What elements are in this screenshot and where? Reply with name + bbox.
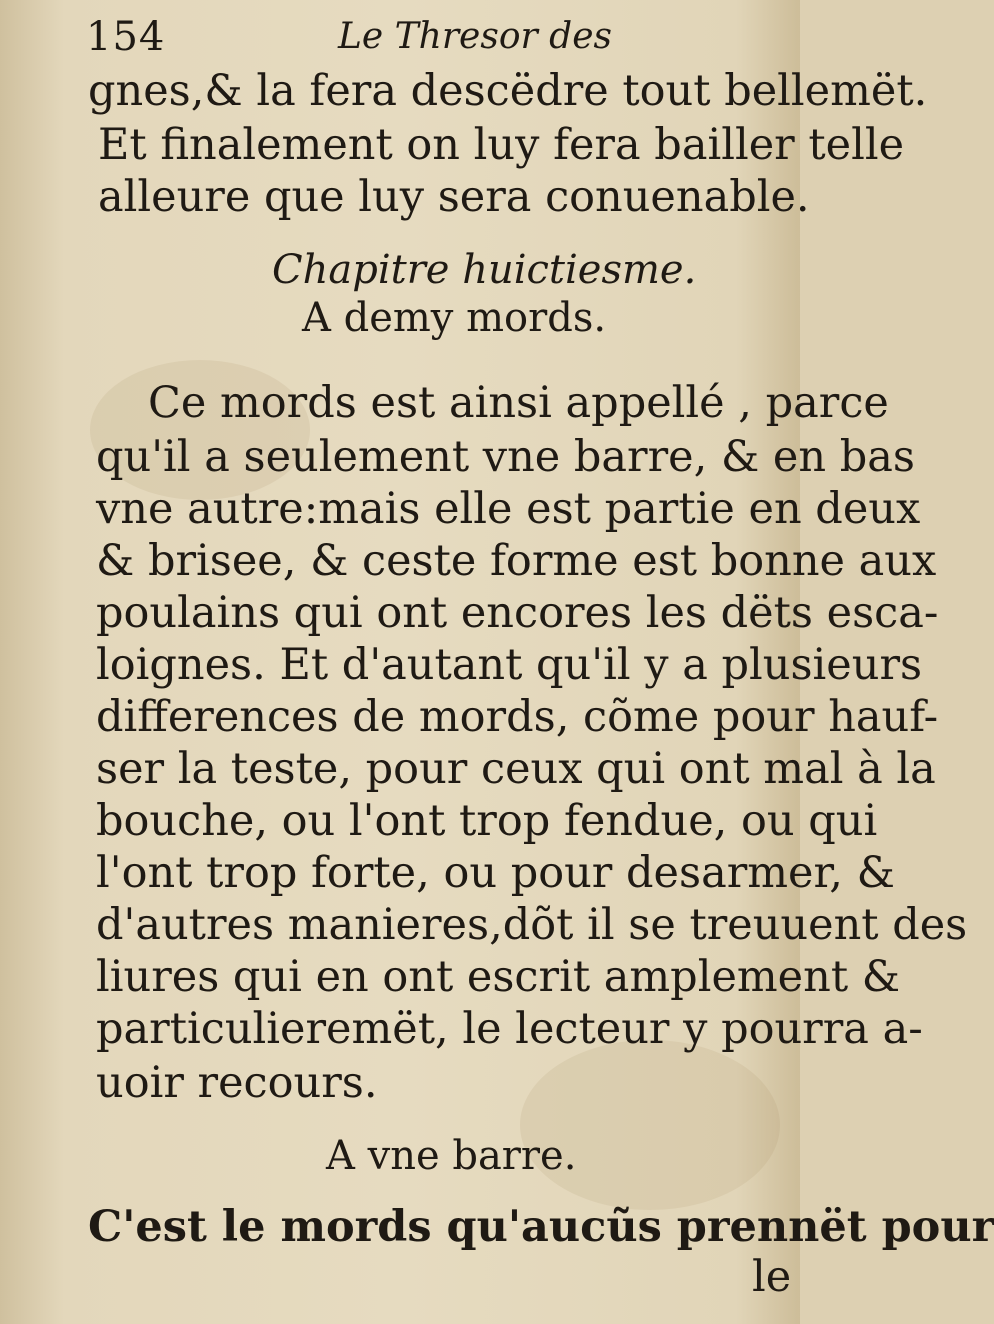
paper-stain [520, 1040, 780, 1210]
text-line: poulains qui ont encores les dëts esca- [96, 588, 939, 638]
text-line: alleure que luy sera conuenable. [98, 172, 810, 222]
chapter-subtitle: A demy mords. [302, 295, 607, 341]
text-line: & brisee, & ceste forme est bonne aux [96, 536, 937, 586]
text-line: liures qui en ont escrit amplement & [96, 952, 901, 1002]
text-line: C'est le mords qu'aucũs prennët pour [88, 1202, 994, 1252]
text-line: differences de mords, cõme pour hauf- [96, 692, 939, 742]
text-line: particulieremët, le lecteur y pourra a- [96, 1004, 923, 1054]
text-line: Ce mords est ainsi appellé , parce [148, 378, 889, 428]
running-title: Le Thresor des [338, 16, 612, 57]
text-line: vne autre:mais elle est partie en deux [96, 484, 921, 534]
chapter-title: Chapitre huictiesme. [272, 247, 697, 293]
text-line: bouche, ou l'ont trop fendue, ou qui [96, 796, 878, 846]
catchword: le [752, 1252, 792, 1302]
text-line: l'ont trop forte, ou pour desarmer, & [96, 848, 895, 898]
text-line: loignes. Et d'autant qu'il y a plusieurs [96, 640, 923, 690]
text-line: uoir recours. [96, 1058, 378, 1108]
text-line: Et finalement on luy fera bailler telle [98, 120, 905, 170]
text-line: d'autres manieres,dõt il se treuuent des [96, 900, 968, 950]
text-line: ser la teste, pour ceux qui ont mal à la [96, 744, 936, 794]
page-number: 154 [86, 14, 166, 60]
text-line: gnes,& la fera descëdre tout bellemët. [88, 66, 928, 116]
page-header [0, 14, 800, 74]
text-line: qu'il a seulement vne barre, & en bas [96, 432, 915, 482]
section-title: A vne barre. [326, 1133, 577, 1179]
